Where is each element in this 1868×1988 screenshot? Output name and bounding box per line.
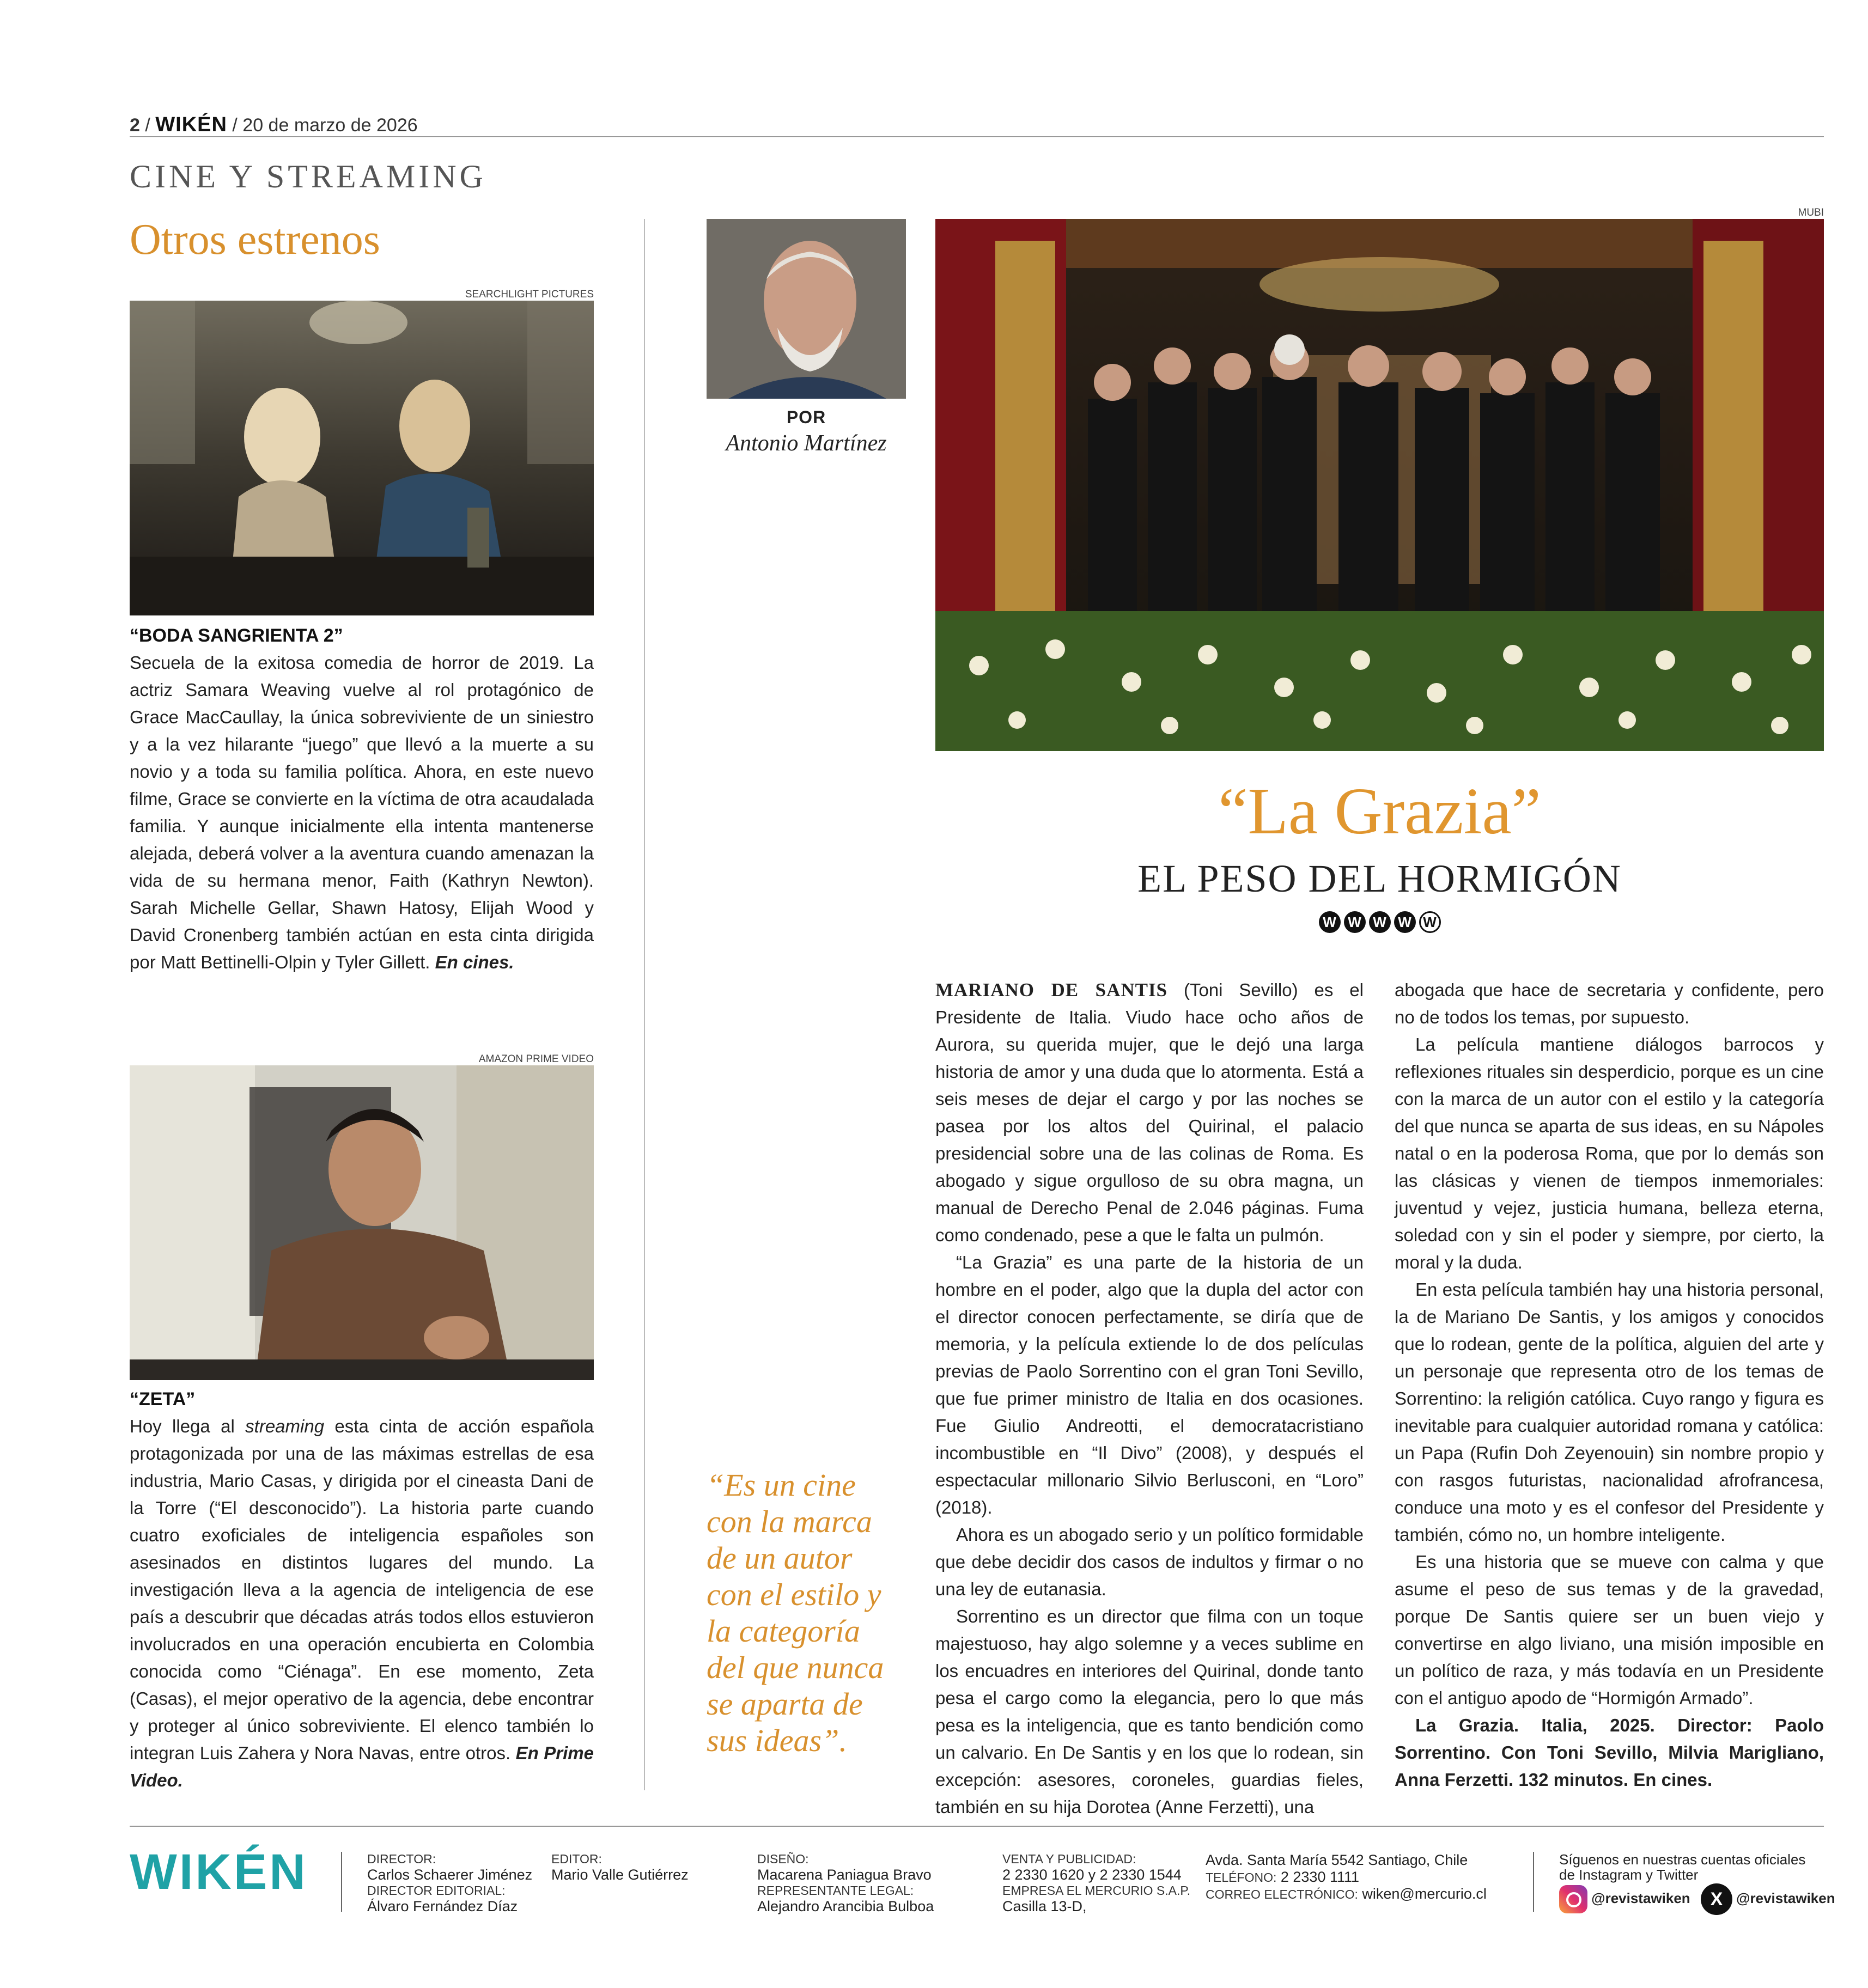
footer-separator	[1533, 1852, 1534, 1912]
director-name: Carlos Schaerer Jiménez	[367, 1867, 533, 1883]
lead-name: MARIANO DE SANTIS	[935, 979, 1168, 1001]
la-grazia-photo	[935, 219, 1824, 751]
rating-mark-filled: W	[1344, 911, 1366, 933]
rep-name: Alejandro Arancibia Bulboa	[757, 1898, 934, 1914]
page-number: 2	[130, 115, 140, 136]
issue-date: 20 de marzo de 2026	[242, 115, 418, 136]
review-headline: “La Grazia”	[1218, 775, 1541, 848]
review-subhead: EL PESO DEL HORMIGÓN	[1137, 857, 1622, 900]
boda-where: En cines.	[435, 952, 514, 972]
col2-p1: La película mantiene diálogos barrocos y reflexiones rituales sin desperdicio, porque es un cine con la marca de un autor con el estilo y la categoría del que nunca se aparta de sus ideas, en su Nápoles natal o en la poderosa Roma, que por lo demás son las clásicas y vienen de tiempos inmemoriales: juventud y vejez, justicia humana, belleza eterna, soledad con y sin el poder y siempre, por cierto, la moral y la duda.	[1395, 1034, 1824, 1272]
film-title-boda: “BODA SANGRIENTA 2”	[130, 625, 343, 646]
footer-logo: WIKÉN	[130, 1844, 308, 1900]
boda-sangrienta-photo	[130, 301, 594, 615]
zeta-text-em: streaming	[245, 1416, 325, 1436]
photo-credit-zeta: AMAZON PRIME VIDEO	[478, 1053, 594, 1065]
brand-name: WIKÉN	[155, 113, 227, 136]
email-label: CORREO ELECTRÓNICO:	[1206, 1887, 1358, 1901]
boda-text: Secuela de la exitosa comedia de horror de 2019. La actriz Samara Weaving vuelve al rol protagónico de Grace MacCaullay, la única sobreviviente de un siniestro y a la vez hilarante “juego” que llevó a la muerte a su novio y a toda su familia política. Ahora, en este nuevo filme, Grace se convierte en la víctima de otra acaudalada familia. Y aunque inicialmente ella intenta mantenerse alejada, deberá volver a la aventura cuando amenazan la vida de su hermana menor, Faith (Kathryn Newton). Sarah Michelle Gellar, Shawn Hatosy, Elijah Wood y David Cronenberg también actúan en esta cinta dirigida por Matt Bettinelli-Olpin y Tyler Gillett.	[130, 652, 594, 972]
footer-director-block	[367, 1852, 532, 1915]
rating-mark-filled: W	[1369, 911, 1391, 933]
dir-editorial-name: Álvaro Fernández Díaz	[367, 1898, 518, 1914]
dir-editorial-label: DIRECTOR EDITORIAL:	[367, 1883, 506, 1898]
director-label: DIRECTOR:	[367, 1852, 436, 1866]
photo-credit-mubi: MUBI	[1798, 207, 1824, 218]
author-name: Antonio Martínez	[726, 431, 887, 456]
film-body-boda	[130, 649, 594, 976]
venta-phones: 2 2330 1620 y 2 2330 1544	[1002, 1867, 1182, 1883]
footer-separator	[341, 1852, 342, 1912]
venta-label: VENTA Y PUBLICIDAD:	[1002, 1852, 1136, 1866]
byline-label: POR	[786, 407, 826, 427]
photo-credit-boda: SEARCHLIGHT PICTURES	[465, 289, 594, 300]
rating-mark-filled: W	[1319, 911, 1341, 933]
editor-label: EDITOR:	[551, 1852, 602, 1866]
email: wiken@mercurio.cl	[1362, 1886, 1487, 1902]
social-text: Síguenos en nuestras cuentas oficiales de Instagram y Twitter	[1559, 1851, 1806, 1883]
col1-p1: (Toni Sevillo) es el Presidente de Italia. Viudo hace ocho años de Aurora, su querida mujer, que le dejó una larga historia de amor y una duda que lo atormenta. Está a seis meses de dejar el cargo y por las noches se pasea por los altos del Quirinal, el palacio presidencial sobre una de las colinas de Roma. Es abogado y sigue orgulloso de su obra magna, un manual de Derecho Penal de 2.046 páginas. Fuma como condenado, pese a que le falta un pulmón.	[935, 980, 1364, 1245]
column-divider	[644, 219, 645, 1790]
empresa-label: EMPRESA EL MERCURIO S.A.P.	[1002, 1883, 1191, 1898]
film-title-zeta: “ZETA”	[130, 1389, 196, 1410]
zeta-text-a: Hoy llega al	[130, 1416, 246, 1436]
folio: 2 / WIKÉN / 20 de marzo de 2026	[130, 113, 418, 136]
kicker-otros-estrenos: Otros estrenos	[130, 216, 380, 264]
rep-label: REPRESENTANTE LEGAL:	[757, 1883, 914, 1898]
casilla: Casilla 13-D,	[1002, 1898, 1087, 1914]
rating-mark-empty: W	[1419, 911, 1441, 933]
pull-quote: “Es un cine con la marca de un autor con el estilo y la categoría del que nunca se aparta de sus ideas”.	[707, 1467, 884, 1758]
x-twitter-icon[interactable]: X	[1701, 1883, 1732, 1915]
col1-p4: Sorrentino es un director que filma con un toque majestuoso, hay algo solemne y a veces sublime en los encuadres en interiores del Quirinal, donde tanto pesa el cargo como la elegancia, pero lo que más pesa es la inteligencia, que es tanto bendición como un calvario. En De Santis y en los que lo rodean, sin excepción: asesores, coroneles, guardias fieles, también en su hija Dorotea (Anne Ferzetti), una	[935, 1606, 1364, 1817]
footer-contact-block	[1206, 1852, 1487, 1902]
col2-p0: abogada que hace de secretaria y confidente, pero no de todos los temas, por supuesto.	[1395, 980, 1824, 1027]
author-photo	[707, 219, 906, 399]
footer-sales-block	[1002, 1852, 1190, 1915]
diseno-label: DISEÑO:	[757, 1852, 809, 1866]
header-rule	[130, 136, 1824, 137]
section-title: CINE Y STREAMING	[130, 158, 486, 194]
zeta-where: En Prime Video.	[130, 1743, 594, 1790]
social-accounts	[1559, 1883, 1835, 1915]
tech-sheet: La Grazia. Italia, 2025. Director: Paolo Sorrentino. Con Toni Sevillo, Milvia Marigliano, Anna Ferzetti. 132 minutos. En cines.	[1395, 1715, 1824, 1790]
rating-mark-filled: W	[1394, 911, 1416, 933]
col2-p3: Es una historia que se mueve con calma y que asume el peso de sus temas y de la gravedad, porque De Santis quiere ser un buen viejo y convertirse en algo liviano, una misión imposible en un político de raza, y más todavía en un Presidente con el antiguo apodo de “Hormigón Armado”.	[1395, 1552, 1824, 1708]
review-column-2	[1395, 977, 1824, 1794]
review-column-1	[935, 977, 1364, 1821]
instagram-icon[interactable]	[1559, 1885, 1587, 1913]
instagram-handle[interactable]: @revistawiken	[1591, 1889, 1690, 1906]
col1-p3: Ahora es un abogado serio y un político formidable que debe decidir dos casos de indultos y firmar o no una ley de eutanasia.	[935, 1524, 1364, 1599]
zeta-text-b: esta cinta de acción española protagonizada por una de las máximas estrellas de esa industria, Mario Casas, y dirigida por el cineasta Dani de la Torre (“El desconocido”). La historia parte cuando cuatro exoficiales de inteligencia españoles son asesinados en distintos lugares del mundo. La investigación lleva a la agencia de inteligencia de ese país a descubrir que décadas atrás todos ellos estuvieron involucrados en una operación encubierta en Colombia conocida como “Ciénaga”. En ese momento, Zeta (Casas), el mejor operativo de la agencia, debe encontrar y proteger al único sobreviviente. El elenco también lo integran Luis Zahera y Nora Navas, entre otros.	[130, 1416, 594, 1763]
twitter-handle[interactable]: @revistawiken	[1736, 1889, 1835, 1906]
tel: 2 2330 1111	[1280, 1869, 1360, 1885]
tel-label: TELÉFONO:	[1206, 1870, 1277, 1885]
footer-design-block	[757, 1852, 934, 1915]
footer-editor-block	[551, 1852, 689, 1883]
address: Avda. Santa María 5542 Santiago, Chile	[1206, 1852, 1468, 1868]
footer-rule	[130, 1826, 1824, 1827]
zeta-photo	[130, 1065, 594, 1380]
editor-name: Mario Valle Gutiérrez	[551, 1867, 689, 1883]
col1-p2: “La Grazia” es una parte de la historia de un hombre en el poder, algo que la dupla del actor con el director conocen perfectamente, se diría que de memoria, y la película extiende lo de dos películas previas de Paolo Sorrentino con el gran Toni Sevillo, que fue primer ministro de Italia en dos ocasiones. Fue Giulio Andreotti, el democratacristiano incombustible en “Il Divo” (2008), y después el espectacular millonario Silvio Berlusconi, en “Loro” (2018).	[935, 1252, 1364, 1517]
rating-4-of-5	[935, 911, 1824, 933]
film-body-zeta	[130, 1413, 594, 1794]
diseno-name: Macarena Paniagua Bravo	[757, 1867, 932, 1883]
col2-p2: En esta película también hay una historia personal, la de Mariano De Santis, y los amigos y conocidos que lo rodean, gente de la política, alguien del arte y un personaje que representa otro de los temas de Sorrentino: la religión católica. Cuyo rango y figura es inevitable para cualquier autoridad romana y católica: un Papa (Rufin Doh Zeyenouin) sin nombre propio y con rasgos futuristas, nacionalidad afrofrancesa, conduce una moto y es el confesor del Presidente y también, cómo no, un hombre inteligente.	[1395, 1279, 1824, 1545]
